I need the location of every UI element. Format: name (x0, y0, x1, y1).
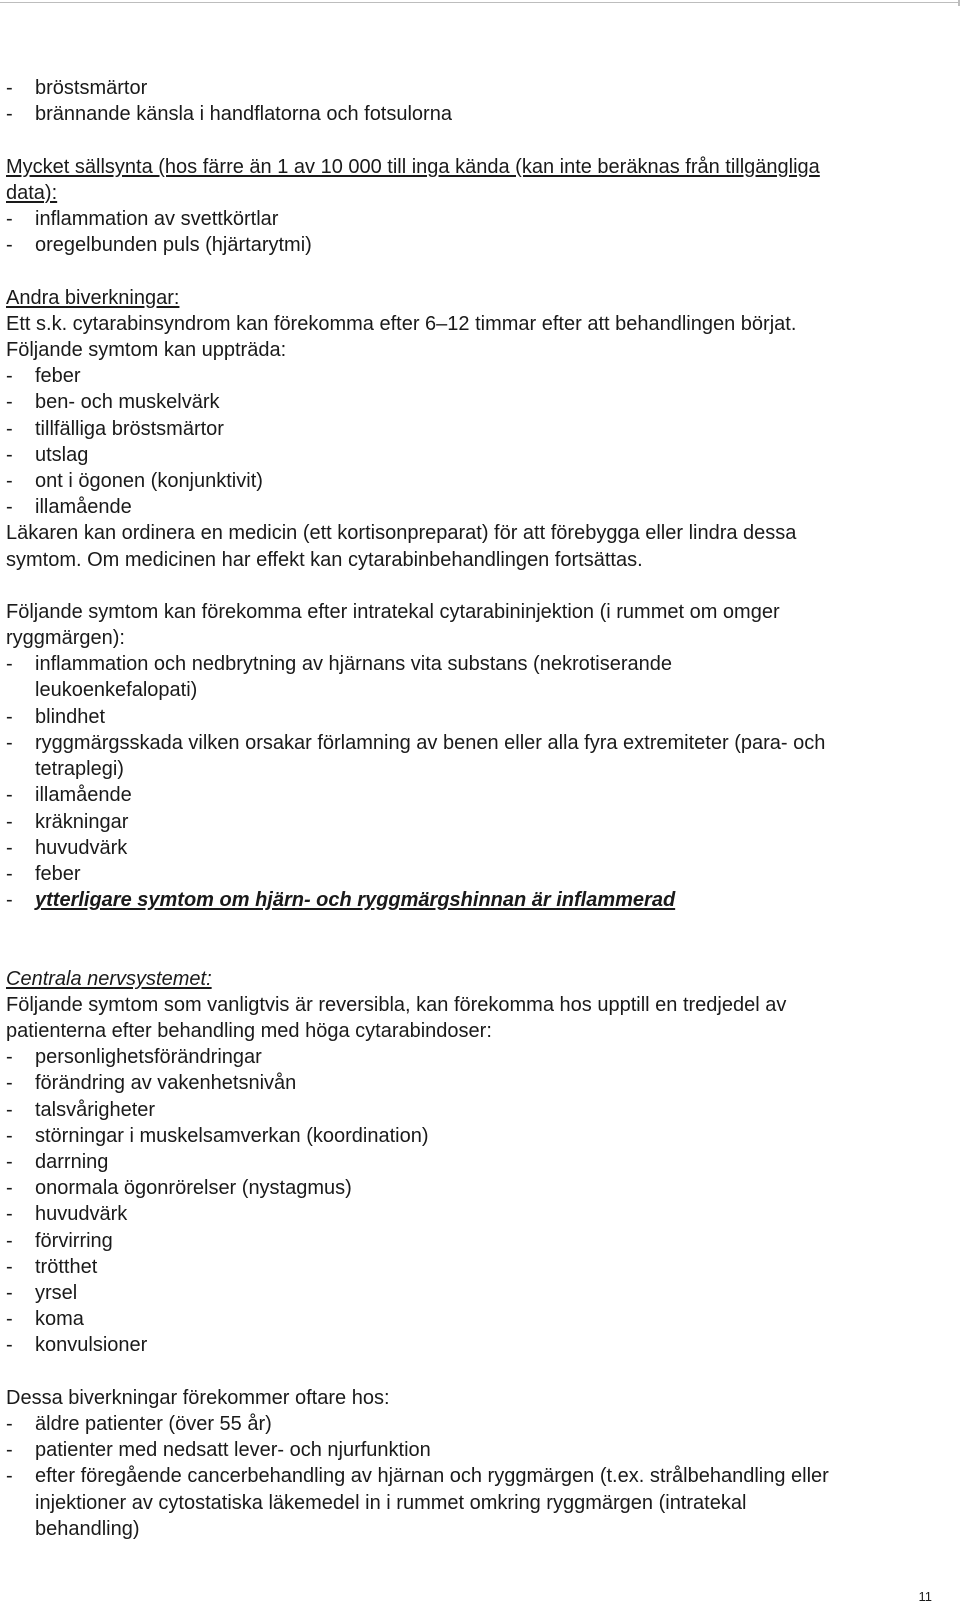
paragraph: Följande symtom kan förekomma efter intratekal cytarabininjektion (i rummet om omger (6, 600, 780, 623)
list-item: - utslag (6, 443, 89, 466)
list-item: - talsvårigheter (6, 1098, 156, 1121)
list-item: - inflammation och nedbrytning av hjärnans vita substans (nekrotiserande (6, 653, 673, 676)
list-item: - ryggmärgsskada vilken orsakar förlamning av benen eller alla fyra extremiteter (para- och (6, 731, 826, 754)
list-item-cont: behandling) (35, 1517, 140, 1540)
list-item-emphasis: - ytterligare symtom om hjärn- och ryggmärgshinnan är inflammerad (6, 889, 676, 912)
list-item: - illamående (6, 784, 132, 807)
list-item: - personlighetsförändringar (6, 1046, 262, 1069)
paragraph: Följande symtom kan uppträda: (6, 338, 287, 361)
list-item: - bröstsmärtor (6, 77, 148, 99)
list-item: - oregelbunden puls (hjärtarytmi) (6, 234, 312, 257)
list-item: - kräkningar (6, 810, 129, 833)
list-item: - feber (6, 365, 81, 388)
list-item: - förändring av vakenhetsnivån (6, 1072, 297, 1095)
section-heading-cns: Centrala nervsystemet: (6, 967, 212, 990)
list-item: - brännande känsla i handflatorna och fotsulorna (6, 103, 452, 126)
paragraph: Följande symtom som vanligtvis är reversibla, kan förekomma hos upptill en tredjedel av (6, 993, 787, 1016)
list-item: - huvudvärk (6, 1203, 128, 1226)
document-page (6, 75, 946, 1542)
list-item: - ont i ögonen (konjunktivit) (6, 469, 263, 492)
list-item: - äldre patienter (över 55 år) (6, 1413, 272, 1436)
list-item: - feber (6, 862, 81, 885)
list-item: - blindhet (6, 705, 106, 728)
list-item: - huvudvärk (6, 836, 128, 859)
paragraph: Ett s.k. cytarabinsyndrom kan förekomma efter 6–12 timmar efter att behandlingen börjat. (6, 312, 797, 335)
frequency-heading-cont: data): (6, 181, 58, 204)
paragraph: patienterna efter behandling med höga cytarabindoser: (6, 1020, 492, 1043)
frequency-heading: Mycket sällsynta (hos färre än 1 av 10 000 till inga kända (kan inte beräknas från tillgängliga (6, 155, 820, 178)
list-item: - trötthet (6, 1255, 98, 1278)
list-item: - onormala ögonrörelser (nystagmus) (6, 1177, 352, 1200)
list-item: - störningar i muskelsamverkan (koordination) (6, 1124, 429, 1147)
paragraph: symtom. Om medicinen har effekt kan cytarabinbehandlingen fortsättas. (6, 548, 643, 571)
list-item: - tillfälliga bröstsmärtor (6, 417, 224, 440)
list-item: - konvulsioner (6, 1334, 148, 1357)
paragraph: Dessa biverkningar förekommer oftare hos: (6, 1386, 390, 1409)
top-border-line (0, 2, 960, 3)
list-item-cont: injektioner av cytostatiska läkemedel in i rummet omkring ryggmärgen (intratekal (35, 1491, 747, 1514)
list-item-cont: tetraplegi) (35, 758, 124, 781)
list-item: - patienter med nedsatt lever- och njurfunktion (6, 1439, 431, 1462)
list-item: - darrning (6, 1151, 109, 1174)
section-heading-other: Andra biverkningar: (6, 286, 180, 309)
page-number: 11 (918, 1589, 932, 1604)
list-item-cont: leukoenkefalopati) (35, 679, 198, 702)
list-item: - inflammation av svettkörtlar (6, 207, 279, 230)
paragraph: ryggmärgen): (6, 627, 125, 650)
list-item: - förvirring (6, 1229, 113, 1252)
list-item: - illamående (6, 496, 132, 519)
list-item: - efter föregående cancerbehandling av hjärnan och ryggmärgen (t.ex. strålbehandling eller (6, 1465, 829, 1488)
list-item: - ben- och muskelvärk (6, 391, 220, 414)
list-item: - yrsel (6, 1282, 78, 1305)
list-item: - koma (6, 1308, 84, 1331)
paragraph: Läkaren kan ordinera en medicin (ett kortisonpreparat) för att förebygga eller lindra dessa (6, 522, 797, 545)
